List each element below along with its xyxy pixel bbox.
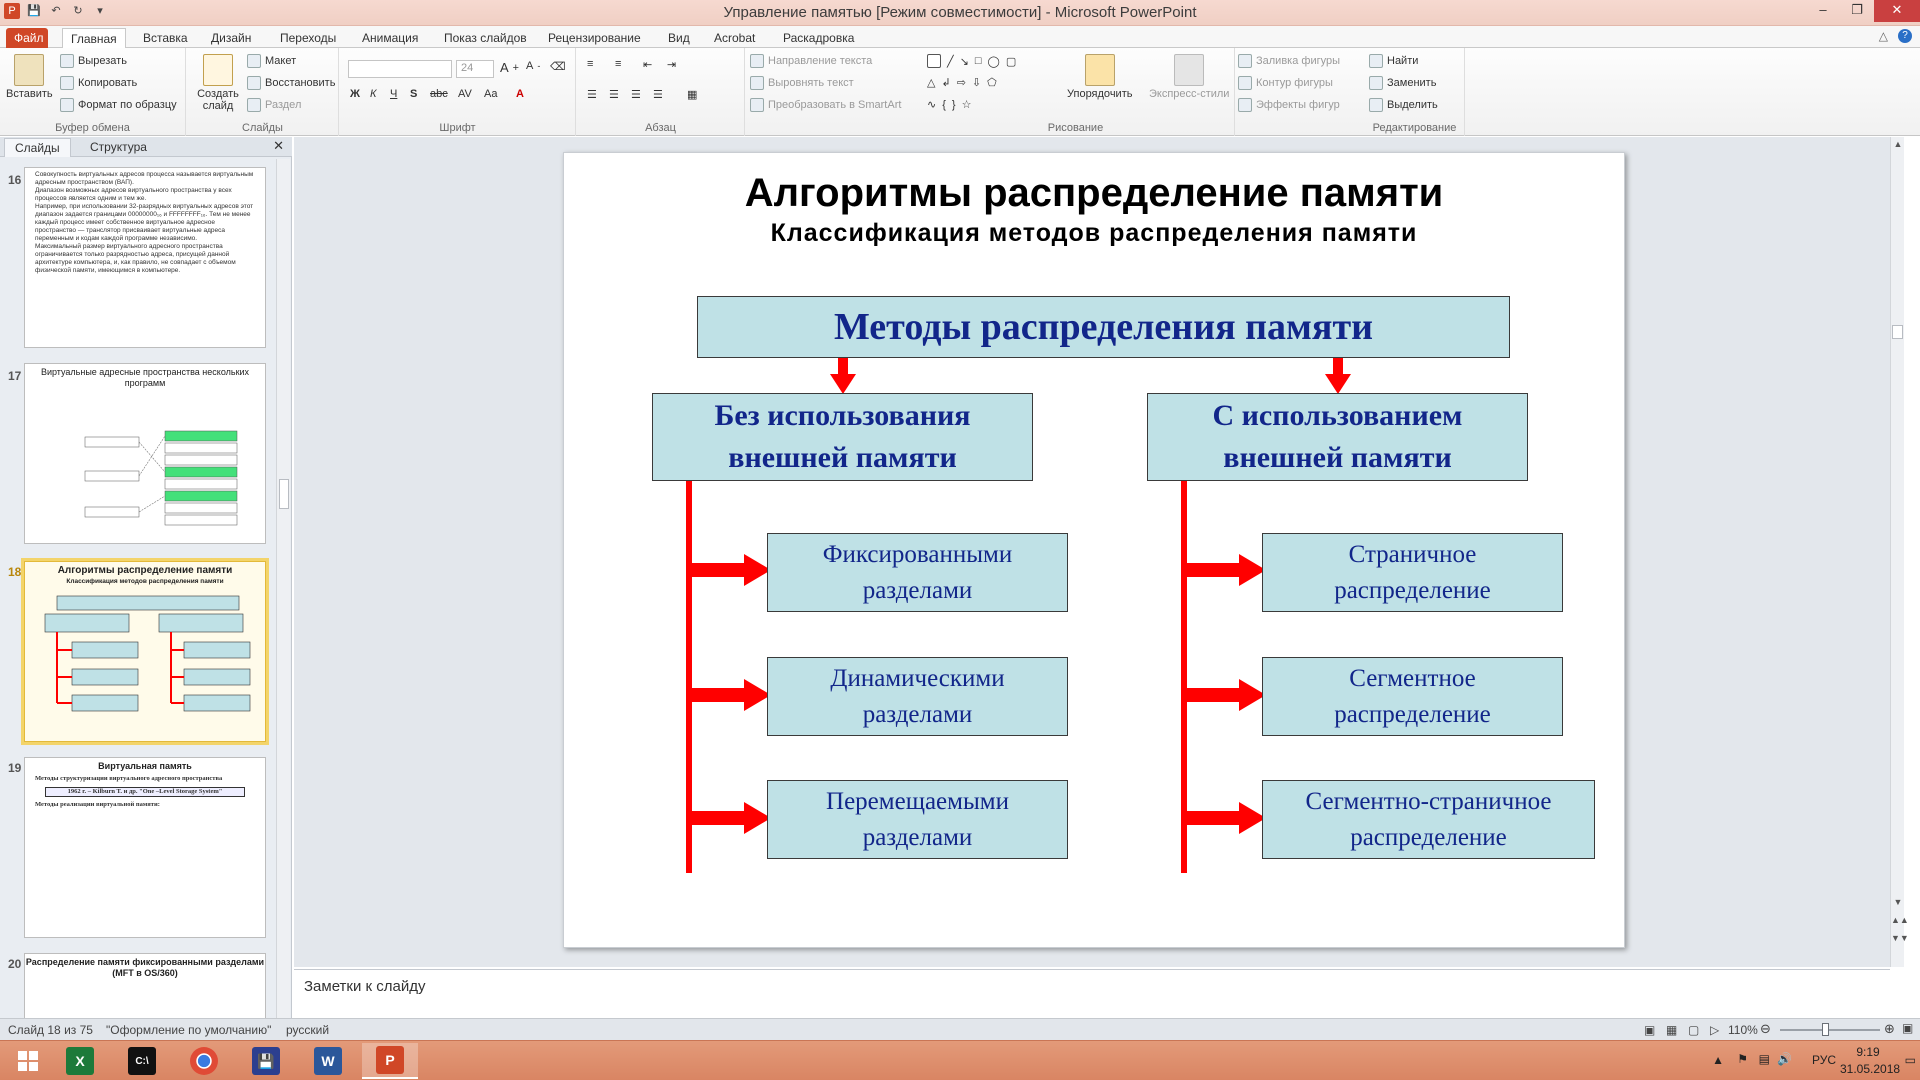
slide-number: 18 — [8, 565, 22, 579]
replace-button[interactable]: Заменить — [1369, 76, 1436, 90]
notifications-icon[interactable]: ▭ — [1904, 1053, 1916, 1067]
align-right-icon[interactable]: ☰ — [631, 89, 641, 101]
save-icon[interactable]: 💾 — [27, 5, 41, 17]
slide-title[interactable]: Алгоритмы распределение памяти — [744, 171, 1444, 215]
new-slide-button[interactable]: Создать слайд — [195, 54, 241, 112]
scissors-icon — [60, 54, 74, 68]
tab-file[interactable]: Файл — [6, 28, 48, 48]
justify-icon[interactable]: ☰ — [653, 89, 663, 101]
find-button[interactable]: Найти — [1369, 54, 1418, 68]
grow-font-icon[interactable]: A + — [500, 60, 519, 75]
tab-insert[interactable]: Вставка — [143, 31, 188, 45]
leaf-node-dynamic[interactable] — [767, 657, 1068, 736]
leaf-label-line: Динамическими — [830, 664, 1005, 692]
align-left-icon[interactable]: ☰ — [587, 89, 597, 101]
clock-date[interactable]: 31.05.2018 — [1840, 1062, 1901, 1076]
tab-home[interactable]: Главная — [62, 28, 126, 49]
elbow-shape-icon: ↲ — [941, 77, 951, 89]
section-button[interactable]: Раздел — [247, 98, 301, 112]
slide-thumbnail-17[interactable] — [24, 363, 266, 544]
select-button[interactable]: Выделить — [1369, 98, 1438, 112]
tab-animation[interactable]: Анимация — [362, 31, 419, 45]
layout-icon — [247, 54, 261, 68]
leaf-node-paging[interactable] — [1262, 533, 1563, 612]
thumb-line: Диапазон возможных адресов виртуального пространства у всех процессов является одним и тем же. — [35, 187, 232, 202]
right-arrow-shape-icon: ⇨ — [956, 77, 966, 89]
arrow-shape-icon: ↘ — [959, 55, 969, 68]
layout-button[interactable]: Макет — [247, 54, 296, 68]
previous-slide-icon[interactable]: ▲▲ — [1891, 915, 1909, 925]
redo-icon[interactable]: ↻ — [73, 5, 83, 17]
zoom-out-icon[interactable]: ⊖ — [1760, 1021, 1771, 1036]
thumb-box: 1962 г. – Kilburn T. и др. "One –Level Storage System" — [45, 787, 245, 797]
quick-styles-icon — [1174, 54, 1204, 86]
arrange-button[interactable]: Упорядочить — [1067, 54, 1132, 100]
square-shape-icon: □ — [974, 55, 982, 67]
new-slide-icon — [203, 54, 233, 86]
leaf-label-line: распределение — [1334, 700, 1491, 728]
brush-icon — [60, 98, 74, 112]
undo-icon[interactable]: ↶ — [51, 5, 61, 17]
shapes-gallery[interactable] — [927, 54, 1016, 68]
input-language[interactable]: РУС — [1811, 1053, 1836, 1067]
editor-scrollbar[interactable] — [1890, 137, 1909, 967]
group-font — [340, 48, 576, 136]
group-label: Рисование — [1047, 122, 1104, 134]
thumb-title: Виртуальные адресные пространства нескольких программ — [40, 367, 250, 388]
slide-thumbnail-20[interactable] — [24, 953, 266, 1023]
slide-canvas[interactable] — [563, 152, 1625, 948]
bold-icon[interactable]: Ж — [350, 88, 360, 100]
slide-number: 16 — [8, 173, 22, 187]
align-center-icon[interactable]: ☰ — [609, 89, 619, 101]
align-text-button[interactable]: Выровнять текст — [750, 76, 854, 90]
slide-editor — [294, 137, 1909, 967]
root-node[interactable] — [697, 296, 1510, 358]
strikethrough-icon[interactable]: abc — [430, 88, 448, 100]
category-node-no-external[interactable] — [652, 393, 1033, 481]
cursor-icon — [1369, 98, 1383, 112]
curve-shape-icon: ∿ — [927, 99, 937, 111]
font-name-combo[interactable] — [348, 60, 452, 78]
slide-number: 17 — [8, 369, 22, 383]
minimize-icon[interactable]: – — [1819, 2, 1827, 17]
zoom-level[interactable]: 110% — [1728, 1023, 1758, 1037]
section-icon — [247, 98, 261, 112]
zoom-in-icon[interactable]: ⊕ — [1884, 1021, 1895, 1036]
thumb-line: Например, при использовании 32-разрядных виртуальных адресов этот диапазон задается границами 00000000₁₆ и FFFFFFFF₁₆. Тем не менее каждый процесс имеет собственное виртуальное адресное пространство — транслятор присваивает виртуальные адреса переменным и кодам каждой программе независимо. — [35, 203, 254, 242]
restore-icon[interactable]: ❐ — [1851, 2, 1863, 17]
volume-icon[interactable]: 🔊 — [1777, 1052, 1792, 1066]
leaf-label-line: Страничное — [1348, 540, 1477, 568]
text-direction-button[interactable]: Направление текста — [750, 54, 872, 68]
group-drawing — [917, 48, 1235, 136]
leaf-node-relocatable[interactable] — [767, 780, 1068, 859]
category-label-line: С использованием — [1212, 399, 1463, 432]
category-label-line: Без использования — [714, 399, 971, 432]
slide-subtitle[interactable]: Классификация методов распределения памяти — [770, 219, 1418, 247]
pentagon-shape-icon: ⬠ — [987, 77, 997, 89]
shape-outline-button[interactable]: Контур фигуры — [1238, 76, 1333, 90]
thumb-diagram — [25, 592, 266, 742]
slide-thumbnail-19[interactable] — [24, 757, 266, 938]
brace-left-shape-icon: { — [942, 98, 946, 111]
pane-tabs — [0, 137, 292, 157]
group-label: Абзац — [645, 122, 676, 134]
numbering-icon[interactable]: ≡ — [615, 58, 622, 70]
tab-slideshow[interactable]: Показ слайдов — [444, 31, 527, 45]
slide-number: 20 — [8, 957, 22, 971]
leaf-label-line: разделами — [862, 823, 973, 851]
tab-outline[interactable]: Структура — [90, 140, 147, 154]
leaf-node-segment-paging[interactable] — [1262, 780, 1595, 859]
oval-shape-icon: ◯ — [987, 55, 1000, 68]
triangle-shape-icon: △ — [927, 77, 936, 89]
group-shape-format — [1236, 48, 1364, 136]
thumb-text — [25, 772, 265, 812]
tab-design[interactable]: Дизайн — [211, 31, 252, 45]
shadow-icon[interactable]: S — [410, 88, 418, 100]
replace-icon — [1369, 76, 1383, 90]
group-paragraph — [577, 48, 745, 136]
ribbon-tabs — [0, 26, 1920, 48]
customize-qat-icon[interactable]: ▾ — [97, 5, 103, 17]
chrome-icon — [190, 1047, 218, 1075]
language-indicator[interactable]: русский — [286, 1023, 330, 1037]
window-title: Управление памятью [Режим совместимости] - Microsoft PowerPoint — [723, 4, 1197, 21]
pane-scrollbar[interactable] — [276, 159, 290, 1018]
slide-sorter-icon[interactable]: ▦ — [1666, 1023, 1678, 1037]
fit-to-window-icon[interactable]: ▣ — [1902, 1021, 1914, 1035]
shrink-font-icon[interactable]: A - — [526, 60, 541, 72]
thumb-title: Алгоритмы распределение памяти — [57, 565, 233, 576]
shapes-gallery-row3[interactable] — [927, 98, 971, 111]
text-direction-icon — [750, 54, 764, 68]
spacing-icon[interactable]: AV — [458, 88, 472, 100]
shapes-gallery-row2[interactable] — [927, 76, 997, 89]
scroll-thumb[interactable] — [1892, 325, 1903, 339]
columns-icon[interactable]: ▦ — [687, 89, 698, 101]
paste-icon — [14, 54, 44, 86]
notes-placeholder[interactable]: Заметки к слайду — [304, 978, 426, 995]
powerpoint-logo-icon: P — [4, 3, 20, 19]
underline-icon[interactable]: Ч — [390, 88, 398, 100]
close-icon[interactable]: ✕ — [1874, 0, 1920, 22]
next-slide-icon[interactable]: ▼▼ — [1891, 933, 1909, 943]
title-bar — [0, 0, 1920, 26]
tab-storyboard[interactable]: Раскадровка — [783, 31, 855, 45]
leaf-label-line: Фиксированными — [822, 540, 1013, 568]
reset-button[interactable]: Восстановить — [247, 76, 335, 90]
tab-view[interactable]: Вид — [668, 31, 690, 45]
powerpoint-icon: P — [376, 1046, 404, 1074]
leaf-label-line: разделами — [862, 576, 973, 604]
smartart-button[interactable]: Преобразовать в SmartArt — [750, 98, 901, 112]
align-text-icon — [750, 76, 764, 90]
zoom-slider-knob[interactable] — [1822, 1023, 1829, 1036]
network-icon[interactable]: ▤ — [1758, 1052, 1770, 1066]
tab-transitions[interactable]: Переходы — [280, 31, 337, 45]
copy-button[interactable]: Копировать — [60, 76, 137, 90]
font-color-icon[interactable]: A — [516, 88, 524, 100]
taskbar-powerpoint[interactable] — [362, 1043, 418, 1079]
copy-icon — [60, 76, 74, 90]
clear-format-icon[interactable]: ⌫ — [550, 61, 566, 73]
slideshow-view-icon[interactable]: ▷ — [1710, 1023, 1720, 1037]
group-text-direction — [746, 48, 916, 136]
ribbon — [0, 48, 1920, 136]
close-pane-icon[interactable]: ✕ — [273, 138, 284, 153]
rounded-rect-shape-icon: ▢ — [1005, 55, 1017, 68]
outline-pen-icon — [1238, 76, 1252, 90]
leaf-node-segmentation[interactable] — [1262, 657, 1563, 736]
arrange-icon — [1085, 54, 1115, 86]
case-icon[interactable]: Aa — [484, 88, 498, 100]
category-label-line: внешней памяти — [728, 441, 957, 474]
outdent-icon[interactable]: ⇥ — [667, 59, 677, 71]
taskbar-cmd[interactable] — [114, 1043, 170, 1079]
window-controls — [1806, 0, 1920, 22]
leaf-label-line: Перемещаемыми — [826, 787, 1009, 815]
theme-name[interactable]: "Оформление по умолчанию" — [106, 1023, 272, 1037]
format-painter-button[interactable]: Формат по образцу — [60, 98, 177, 112]
thumb-text — [25, 168, 265, 278]
group-label: Шрифт — [439, 122, 476, 134]
shape-fill-button[interactable]: Заливка фигуры — [1238, 54, 1340, 68]
scroll-thumb[interactable] — [279, 479, 289, 509]
group-slides — [187, 48, 339, 136]
word-icon: W — [314, 1047, 342, 1075]
leaf-label-line: распределение — [1334, 576, 1491, 604]
group-clipboard — [0, 48, 186, 136]
binoculars-icon — [1369, 54, 1383, 68]
taskbar-word[interactable] — [300, 1043, 356, 1079]
down-arrow-shape-icon: ⇩ — [971, 77, 982, 89]
star-shape-icon: ☆ — [961, 99, 972, 111]
scroll-down-icon[interactable]: ▼ — [1893, 897, 1903, 907]
slide-counter: Слайд 18 из 75 — [8, 1023, 93, 1037]
bullets-icon[interactable]: ≡ — [587, 58, 594, 70]
brace-right-shape-icon: } — [951, 98, 956, 111]
category-node-external[interactable] — [1147, 393, 1528, 481]
tab-acrobat[interactable]: Acrobat — [714, 31, 756, 45]
tab-slides[interactable]: Слайды — [4, 138, 71, 157]
thumb-line: Совокупность виртуальных адресов процесса называется виртуальным адресным пространством (ВАП). — [35, 171, 254, 186]
shape-effects-button[interactable]: Эффекты фигур — [1238, 98, 1340, 112]
category-label-line: внешней памяти — [1223, 441, 1452, 474]
line-shape-icon: ╱ — [947, 55, 954, 68]
taskbar — [0, 1040, 1920, 1080]
italic-icon[interactable]: К — [370, 88, 377, 100]
normal-view-icon[interactable]: ▣ — [1644, 1023, 1656, 1037]
notes-pane[interactable] — [294, 969, 1890, 1018]
thumb-title: Виртуальная память — [98, 761, 192, 771]
group-label: Редактирование — [1372, 122, 1457, 134]
tray-expand-icon[interactable]: ▲ — [1712, 1053, 1724, 1067]
group-label: Слайды — [242, 122, 283, 134]
excel-icon: X — [66, 1047, 94, 1075]
flag-icon[interactable]: ⚑ — [1737, 1052, 1748, 1066]
zoom-slider[interactable] — [1780, 1029, 1880, 1031]
quick-styles-button[interactable]: Экспресс-стили — [1149, 54, 1229, 100]
group-editing — [1365, 48, 1465, 136]
taskbar-excel[interactable] — [52, 1043, 108, 1079]
leaf-label-line: разделами — [862, 700, 973, 728]
font-size-combo[interactable]: 24 — [456, 60, 494, 78]
reset-icon — [247, 76, 261, 90]
smartart-icon — [750, 98, 764, 112]
effects-icon — [1238, 98, 1252, 112]
help-icon[interactable]: ? — [1898, 29, 1912, 43]
thumb-line: Методы структуризации виртуального адресного пространства — [35, 775, 223, 782]
slides-pane — [0, 137, 292, 1018]
rectangle-shape-icon — [927, 54, 941, 68]
thumb-line: Максимальный размер виртуального адресного пространства ограничивается только разрядностью адреса, присущей данной архитектуре компьютера, и, как правило, не совпадает с объемом физической памяти, имеющимся в компьютере. — [35, 243, 236, 274]
leaf-node-fixed[interactable] — [767, 533, 1068, 612]
terminal-icon: C:\ — [128, 1047, 156, 1075]
taskbar-chrome[interactable] — [176, 1043, 232, 1079]
clock-time[interactable]: 9:19 — [1856, 1045, 1880, 1059]
scroll-up-icon[interactable]: ▲ — [1893, 139, 1903, 149]
tab-review[interactable]: Рецензирование — [548, 31, 641, 45]
leaf-label-line: Сегментно-страничное — [1305, 787, 1552, 815]
leaf-label-line: распределение — [1350, 823, 1507, 851]
slide-number: 19 — [8, 761, 22, 775]
thumb-subtitle: Классификация методов распределения памяти — [66, 578, 224, 585]
thumb-diagram — [25, 389, 266, 539]
taskbar-save-app[interactable] — [238, 1043, 294, 1079]
thumb-line: Методы реализации виртуальной памяти: — [35, 801, 160, 808]
indent-icon[interactable]: ⇤ — [643, 59, 653, 71]
reading-view-icon[interactable]: ▢ — [1688, 1023, 1700, 1037]
root-label: Методы распределения памяти — [833, 306, 1374, 348]
floppy-icon: 💾 — [252, 1047, 280, 1075]
paste-button[interactable]: Вставить — [6, 54, 53, 100]
cut-button[interactable]: Вырезать — [60, 54, 127, 68]
start-button[interactable] — [0, 1043, 56, 1079]
leaf-label-line: Сегментное — [1349, 664, 1476, 692]
thumb-title: Распределение памяти фиксированными разделами (MFT в OS/360) — [25, 957, 265, 978]
status-bar — [0, 1018, 1920, 1040]
collapse-ribbon-icon[interactable]: △ — [1878, 29, 1888, 43]
group-label: Буфер обмена — [55, 122, 130, 134]
fill-bucket-icon — [1238, 54, 1252, 68]
windows-logo-icon — [17, 1050, 39, 1072]
slide-thumbnail-16[interactable] — [24, 167, 266, 348]
slide-thumbnail-18[interactable] — [24, 561, 266, 742]
